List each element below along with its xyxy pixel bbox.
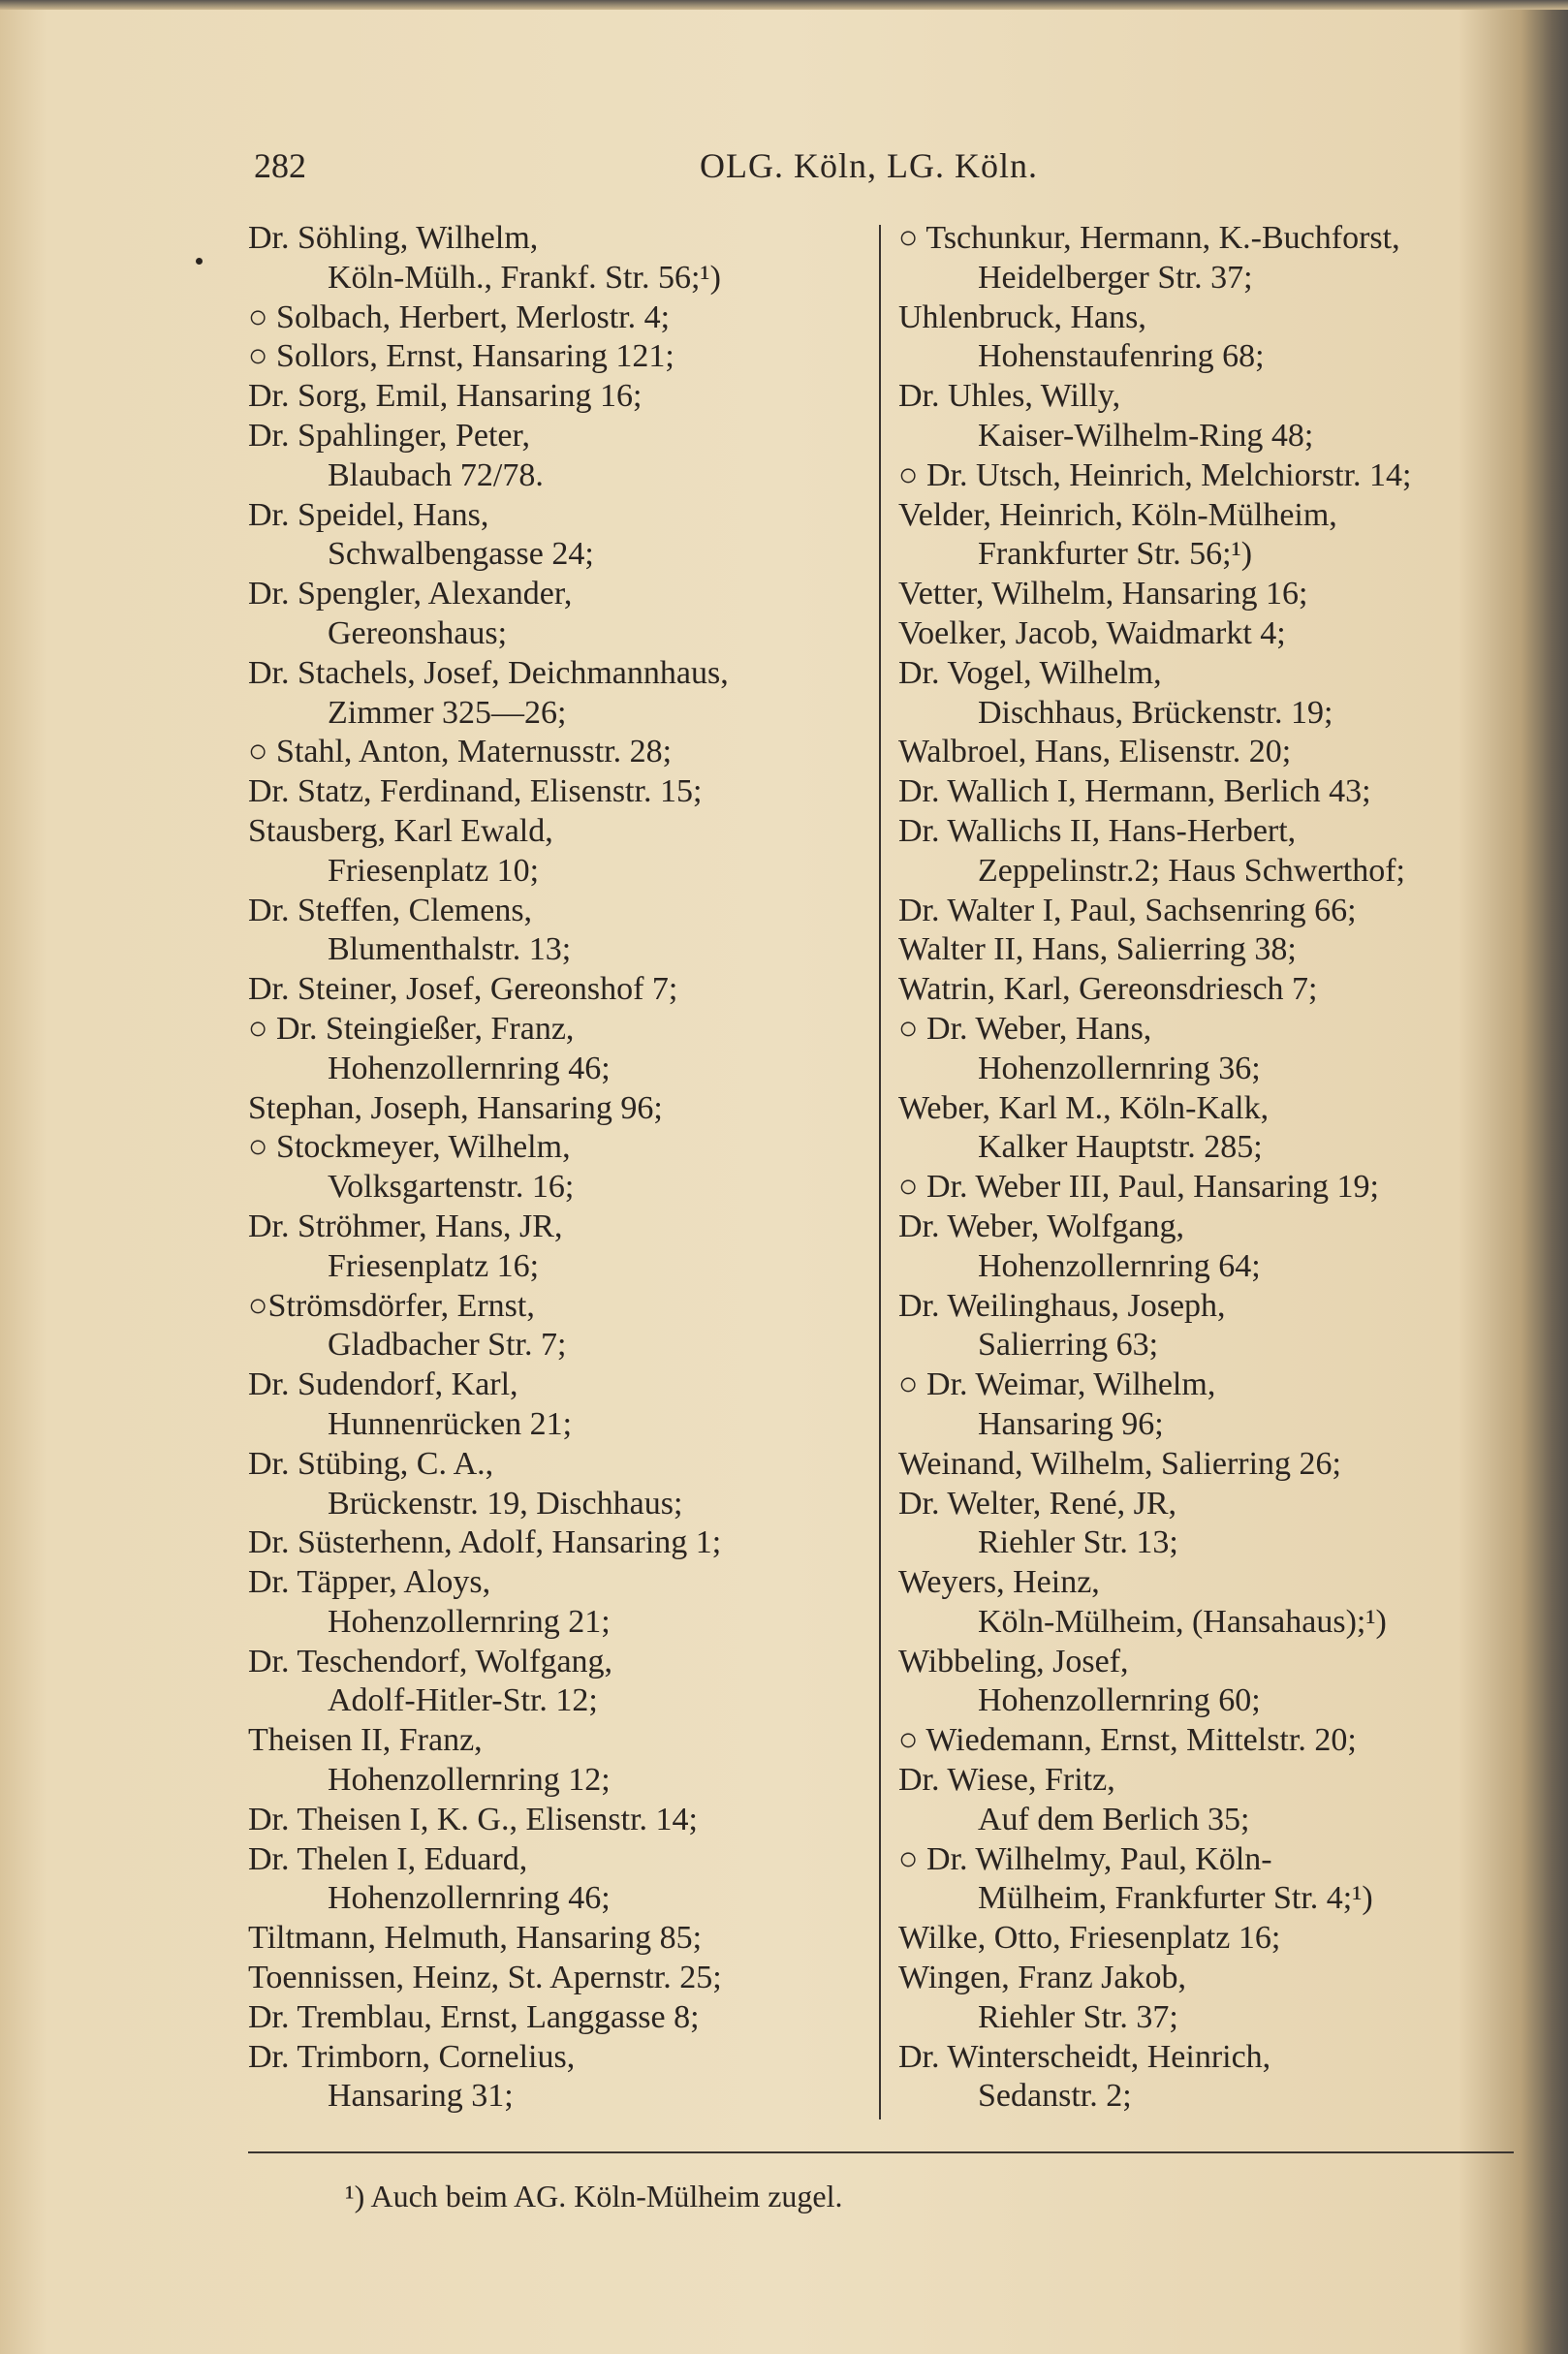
entry-line: Dr. Vogel, Wilhelm, xyxy=(898,654,1162,691)
entry-line: Dr. Sudendorf, Karl, xyxy=(248,1366,518,1403)
entry-line: ○ Dr. Weber, Hans, xyxy=(898,1010,1152,1047)
entry-line: Dr. Winterscheidt, Heinrich, xyxy=(898,2038,1271,2075)
entry-continuation-line: Kaiser-Wilhelm-Ring 48; xyxy=(978,417,1314,454)
entry-continuation-line: Hohenzollernring 21; xyxy=(328,1603,611,1640)
entry-continuation-line: Hohenzollernring 64; xyxy=(978,1247,1261,1284)
entry-continuation-line: Kalker Hauptstr. 285; xyxy=(978,1129,1263,1166)
entry-line: Dr. Uhles, Willy, xyxy=(898,378,1121,415)
entry-line: Dr. Täpper, Aloys, xyxy=(248,1564,491,1601)
entry-line: Stephan, Joseph, Hansaring 96; xyxy=(248,1089,663,1126)
entry-line: Dr. Tremblau, Ernst, Langgasse 8; xyxy=(248,1998,700,2035)
running-title: OLG. Köln, LG. Köln. xyxy=(700,146,1038,185)
entry-continuation-line: Riehler Str. 37; xyxy=(978,1998,1178,2035)
entry-continuation-line: Blaubach 72/78. xyxy=(328,456,544,493)
entry-line: Dr. Welter, René, JR, xyxy=(898,1485,1177,1522)
entry-line: Dr. Steffen, Clemens, xyxy=(248,892,533,928)
entry-continuation-line: Hohenzollernring 46; xyxy=(328,1050,611,1086)
entry-continuation-line: Hohenzollernring 46; xyxy=(328,1880,611,1917)
entry-continuation-line: Mülheim, Frankfurter Str. 4;¹) xyxy=(978,1880,1373,1917)
margin-dot xyxy=(196,258,203,265)
entry-continuation-line: Heidelberger Str. 37; xyxy=(978,259,1253,296)
entry-line: Dr. Weber, Wolfgang, xyxy=(898,1208,1185,1244)
entry-continuation-line: Köln-Mülheim, (Hansahaus);¹) xyxy=(978,1603,1387,1640)
entry-line: Wingen, Franz Jakob, xyxy=(898,1960,1187,1996)
entry-line: Dr. Sorg, Emil, Hansaring 16; xyxy=(248,378,643,415)
entry-continuation-line: Hansaring 31; xyxy=(328,2078,514,2115)
entry-line: Wilke, Otto, Friesenplatz 16; xyxy=(898,1920,1281,1957)
entry-line: ○ Sollors, Ernst, Hansaring 121; xyxy=(248,338,674,375)
entry-line: Dr. Steiner, Josef, Gereonshof 7; xyxy=(248,971,678,1008)
entry-line: Weyers, Heinz, xyxy=(898,1564,1100,1601)
entry-line: ○ Dr. Wilhelmy, Paul, Köln- xyxy=(898,1840,1272,1877)
entry-line: ○ Dr. Utsch, Heinrich, Melchiorstr. 14; xyxy=(898,456,1412,493)
entry-line: Tiltmann, Helmuth, Hansaring 85; xyxy=(248,1920,703,1957)
entry-continuation-line: Hohenzollernring 12; xyxy=(328,1762,611,1799)
entry-line: Dr. Teschendorf, Wolfgang, xyxy=(248,1643,613,1679)
entry-line: Dr. Wiese, Fritz, xyxy=(898,1762,1115,1799)
entry-line: Dr. Walter I, Paul, Sachsenring 66; xyxy=(898,892,1357,928)
entry-continuation-line: Hansaring 96; xyxy=(978,1405,1164,1442)
entry-line: ○ Dr. Weber III, Paul, Hansaring 19; xyxy=(898,1169,1379,1206)
entry-line: Dr. Theisen I, K. G., Elisenstr. 14; xyxy=(248,1801,698,1837)
entry-continuation-line: Sedanstr. 2; xyxy=(978,2078,1132,2115)
entry-continuation-line: Brückenstr. 19, Dischhaus; xyxy=(328,1485,683,1522)
entry-line: Dr. Wallichs II, Hans-Herbert, xyxy=(898,812,1297,849)
entry-line: Dr. Süsterhenn, Adolf, Hansaring 1; xyxy=(248,1524,722,1561)
entry-line: Toennissen, Heinz, St. Apernstr. 25; xyxy=(248,1960,722,1996)
entry-continuation-line: Zeppelinstr.2; Haus Schwerthof; xyxy=(978,852,1405,889)
column-divider xyxy=(879,225,881,2119)
entry-line: Dr. Stübing, C. A., xyxy=(248,1445,494,1482)
entry-line: Dr. Thelen I, Eduard, xyxy=(248,1840,528,1877)
entry-continuation-line: Hohenzollernring 36; xyxy=(978,1050,1261,1086)
entry-continuation-line: Dischhaus, Brückenstr. 19; xyxy=(978,694,1333,731)
entry-continuation-line: Zimmer 325—26; xyxy=(328,694,567,731)
entry-continuation-line: Blumenthalstr. 13; xyxy=(328,931,572,968)
entry-line: ○Strömsdörfer, Ernst, xyxy=(248,1287,535,1324)
entry-line: Dr. Söhling, Wilhelm, xyxy=(248,220,539,256)
entry-line: Weinand, Wilhelm, Salierring 26; xyxy=(898,1445,1342,1482)
left-column xyxy=(248,219,729,2117)
entry-continuation-line: Frankfurter Str. 56;¹) xyxy=(978,536,1253,573)
entry-line: Dr. Wallich I, Hermann, Berlich 43; xyxy=(898,773,1371,810)
page-header xyxy=(254,145,1533,194)
entry-line: Theisen II, Franz, xyxy=(248,1722,483,1759)
entry-line: Dr. Weilinghaus, Joseph, xyxy=(898,1287,1226,1324)
entry-line: ○ Solbach, Herbert, Merlostr. 4; xyxy=(248,298,671,335)
entry-continuation-line: Hohenzollernring 60; xyxy=(978,1682,1261,1719)
entry-line: ○ Tschunkur, Hermann, K.-Buchforst, xyxy=(898,220,1400,256)
entry-line: Dr. Stachels, Josef, Deichmannhaus, xyxy=(248,654,729,691)
entry-continuation-line: Volksgartenstr. 16; xyxy=(328,1169,575,1206)
entry-continuation-line: Riehler Str. 13; xyxy=(978,1524,1178,1561)
entry-line: Weber, Karl M., Köln-Kalk, xyxy=(898,1089,1270,1126)
entry-continuation-line: Auf dem Berlich 35; xyxy=(978,1801,1250,1837)
entry-continuation-line: Hohenstaufenring 68; xyxy=(978,338,1265,375)
entry-continuation-line: Gladbacher Str. 7; xyxy=(328,1327,567,1364)
entry-continuation-line: Friesenplatz 16; xyxy=(328,1247,540,1284)
entry-line: Dr. Trimborn, Cornelius, xyxy=(248,2038,576,2075)
entry-line: Walbroel, Hans, Elisenstr. 20; xyxy=(898,734,1292,770)
entry-line: Dr. Spengler, Alexander, xyxy=(248,576,573,612)
entry-continuation-line: Salierring 63; xyxy=(978,1327,1159,1364)
right-column xyxy=(898,219,1412,2117)
footnote: ¹) Auch beim AG. Köln-Mülheim zugel. xyxy=(345,2179,843,2213)
entry-continuation-line: Schwalbengasse 24; xyxy=(328,536,594,573)
page-number: 282 xyxy=(254,146,306,185)
entry-line: Voelker, Jacob, Waidmarkt 4; xyxy=(898,614,1286,651)
entry-line: Dr. Statz, Ferdinand, Elisenstr. 15; xyxy=(248,773,703,810)
entry-line: ○ Wiedemann, Ernst, Mittelstr. 20; xyxy=(898,1722,1357,1759)
entry-continuation-line: Gereonshaus; xyxy=(328,614,508,651)
entry-line: Velder, Heinrich, Köln-Mülheim, xyxy=(898,496,1337,533)
entry-line: ○ Stahl, Anton, Maternusstr. 28; xyxy=(248,734,673,770)
entry-line: Dr. Ströhmer, Hans, JR, xyxy=(248,1208,563,1244)
page-top-edge xyxy=(0,0,1568,10)
entry-line: Dr. Spahlinger, Peter, xyxy=(248,417,530,454)
entry-line: Watrin, Karl, Gereonsdriesch 7; xyxy=(898,971,1318,1008)
entry-continuation-line: Adolf-Hitler-Str. 12; xyxy=(328,1682,598,1719)
entry-line: Vetter, Wilhelm, Hansaring 16; xyxy=(898,576,1308,612)
entry-line: ○ Dr. Steingießer, Franz, xyxy=(248,1010,575,1047)
entry-line: Stausberg, Karl Ewald, xyxy=(248,812,553,849)
entry-line: ○ Dr. Weimar, Wilhelm, xyxy=(898,1366,1216,1403)
entry-line: Uhlenbruck, Hans, xyxy=(898,298,1146,335)
entry-line: Dr. Speidel, Hans, xyxy=(248,496,489,533)
entry-continuation-line: Hunnenrücken 21; xyxy=(328,1405,573,1442)
entry-continuation-line: Köln-Mülh., Frankf. Str. 56;¹) xyxy=(328,259,721,296)
entry-line: ○ Stockmeyer, Wilhelm, xyxy=(248,1129,571,1166)
entry-line: Walter II, Hans, Salierring 38; xyxy=(898,931,1297,968)
entry-line: Wibbeling, Josef, xyxy=(898,1643,1129,1679)
footnote-rule xyxy=(248,2151,1514,2153)
entry-continuation-line: Friesenplatz 10; xyxy=(328,852,540,889)
